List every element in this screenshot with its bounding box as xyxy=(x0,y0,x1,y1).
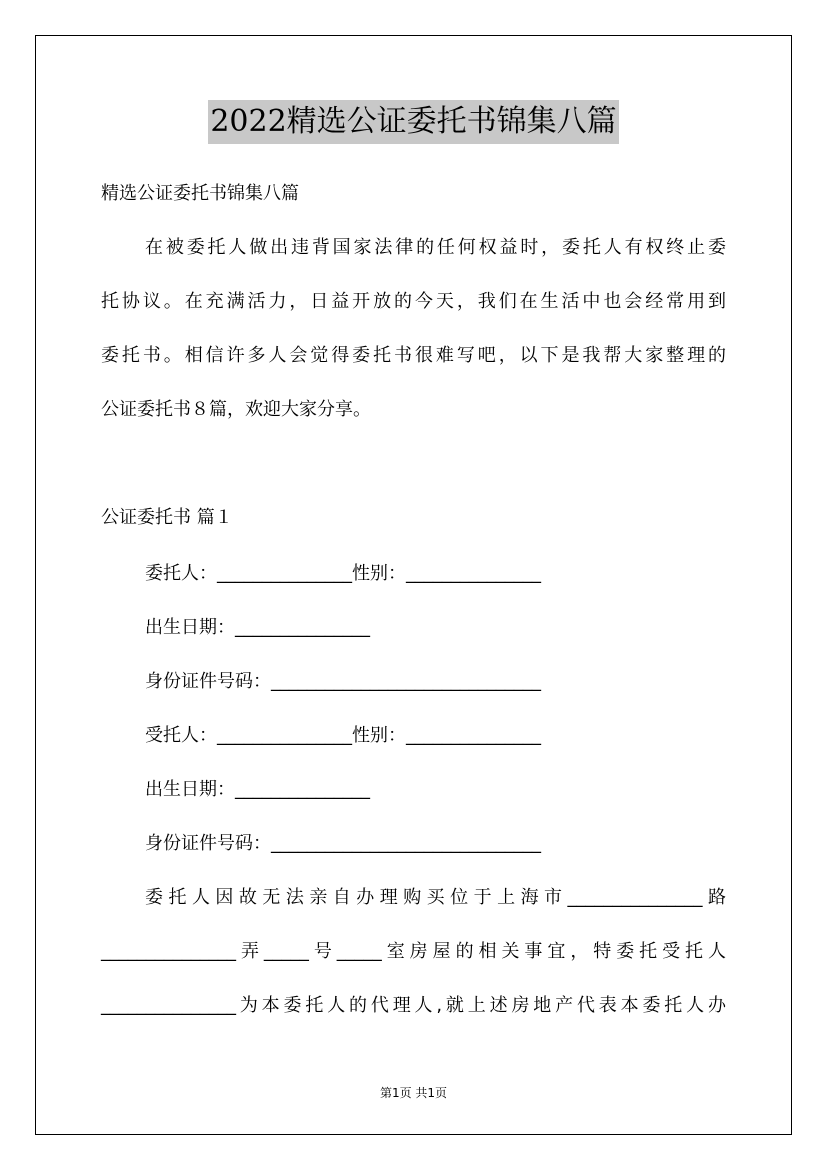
form-line-agent-id: 身份证件号码：______________________________ xyxy=(145,833,541,854)
body-line-1: 委托人因故无法亲自办理购买位于上海市_______________路 xyxy=(145,887,726,908)
intro-line-4: 公证委托书８篇，欢迎大家分享。 xyxy=(101,399,371,420)
body-line-2: _______________弄_____号_____室房屋的相关事宜，特委托受托人 xyxy=(101,941,726,962)
form-line-agent-birthdate: 出生日期：_______________ xyxy=(145,779,370,800)
form-line-principal: 委托人：_______________性别：_______________ xyxy=(145,563,541,584)
intro-line-1: 在被委托人做出违背国家法律的任何权益时，委托人有权终止委 xyxy=(145,237,726,258)
document-subtitle: 精选公证委托书锦集八篇 xyxy=(101,183,299,204)
section-heading: 公证委托书 篇１ xyxy=(101,507,233,528)
form-line-principal-id: 身份证件号码：______________________________ xyxy=(145,671,541,692)
page-footer: 第1页 共1页 xyxy=(379,1086,448,1100)
form-line-principal-birthdate: 出生日期：_______________ xyxy=(145,617,370,638)
body-line-3: _______________为本委托人的代理人,就上述房地产代表本委托人办 xyxy=(101,995,726,1016)
document-title: 2022精选公证委托书锦集八篇 xyxy=(208,100,618,144)
intro-line-3: 委托书。相信许多人会觉得委托书很难写吧，以下是我帮大家整理的 xyxy=(101,345,726,366)
document-title-container xyxy=(0,100,827,144)
form-line-agent: 受托人：_______________性别：_______________ xyxy=(145,725,541,746)
intro-line-2: 托协议。在充满活力，日益开放的今天，我们在生活中也会经常用到 xyxy=(101,291,726,312)
